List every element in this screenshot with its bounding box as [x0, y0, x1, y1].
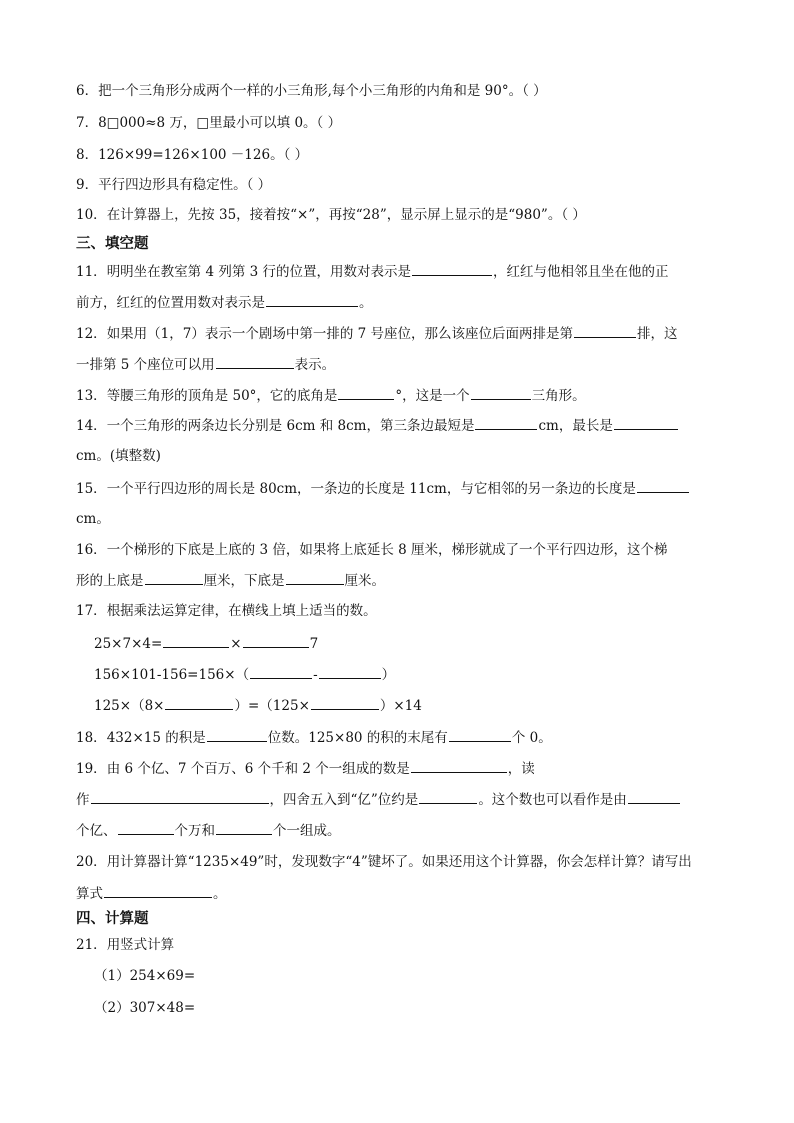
question-15-cont [76, 509, 110, 529]
question-text: 。 [213, 886, 227, 902]
question-text: ，读 [507, 761, 535, 777]
expression-text: 25×7×4= [94, 636, 163, 652]
question-14-cont [76, 446, 161, 466]
question-text: cm。 [76, 511, 110, 527]
question-text: °，这是一个 [395, 388, 470, 404]
question-21-part-2: （2）307×48= [94, 1000, 196, 1016]
question-20-cont [76, 883, 227, 904]
answer-blank[interactable] [419, 789, 477, 804]
question-text: ，四舍五入到“亿”位约是 [269, 792, 419, 808]
answer-blank[interactable] [243, 633, 309, 648]
question-17-line-2 [94, 664, 395, 685]
question-number: 8． [76, 147, 99, 163]
question-text: 在计算器上，先按 35，接着按“×”，再按“28”，显示屏上显示的是“980”。（ ） [106, 207, 586, 223]
expression-text: ）=（125× [234, 698, 310, 714]
answer-blank[interactable] [311, 695, 379, 710]
answer-blank[interactable] [449, 727, 511, 742]
answer-blank[interactable] [145, 570, 203, 585]
question-16 [76, 540, 668, 560]
question-text: 432×15 的积是 [106, 730, 206, 746]
question-text: 由 6 个亿、7 个百万、6 个千和 2 个一组成的数是 [106, 761, 410, 777]
question-number: 21． [76, 937, 107, 953]
answer-blank[interactable] [118, 820, 174, 835]
question-number: 14． [76, 418, 107, 434]
answer-blank[interactable] [91, 789, 269, 804]
question-text: 8□000≈8 万，□里最小可以填 0。（ ） [98, 115, 342, 131]
question-text: 一个三角形的两条边长分别是 6cm 和 8cm，第三条边最短是 [106, 418, 475, 434]
answer-blank[interactable] [216, 820, 272, 835]
question-number: 10． [76, 207, 107, 223]
question-text: 把一个三角形分成两个一样的小三角形,每个小三角形的内角和是 90°。（ ） [98, 83, 547, 99]
answer-blank[interactable] [104, 883, 212, 898]
question-text: 等腰三角形的顶角是 50°，它的底角是 [106, 388, 338, 404]
question-number: 20． [76, 854, 107, 870]
expression-text: - [313, 667, 318, 683]
section-heading-calculation: 四、计算题 [76, 911, 149, 927]
question-text: 形的上底是 [76, 573, 144, 589]
question-19 [76, 758, 535, 779]
question-text: 位数。125×80 的积的末尾有 [267, 730, 448, 746]
question-15 [76, 478, 690, 499]
question-text: 如果用（1，7）表示一个剧场中第一排的 7 号座位，那么该座位后面两排是第 [106, 326, 574, 342]
question-number: 6． [76, 83, 99, 99]
question-number: 7． [76, 115, 99, 131]
answer-blank[interactable] [574, 323, 636, 338]
question-text: 用竖式计算 [106, 937, 175, 953]
expression-text: 7 [309, 636, 319, 652]
answer-blank[interactable] [411, 758, 507, 773]
question-number: 19． [76, 761, 107, 777]
question-text: ，红红与他相邻且坐在他的正 [493, 264, 669, 280]
expression-text: 125×（8× [94, 698, 165, 714]
question-text: 明明坐在教室第 4 列第 3 行的位置，用数对表示是 [106, 264, 412, 280]
question-text: 作 [76, 792, 90, 808]
question-number: 18． [76, 730, 107, 746]
question-14 [76, 415, 679, 436]
question-text: 平行四边形具有稳定性。（ ） [98, 177, 272, 193]
question-text: 表示。 [294, 357, 336, 373]
question-10 [76, 205, 586, 225]
question-text: 个万和 [174, 823, 215, 839]
question-text: 厘米，下底是 [203, 573, 285, 589]
expression-text: ）×14 [379, 698, 422, 714]
question-text: 126×99=126×100 －126。（ ） [98, 147, 309, 163]
question-21-part-1: （1）254×69= [94, 968, 196, 984]
question-number: 16． [76, 542, 107, 558]
question-17-line-3 [94, 695, 422, 716]
question-number: 17． [76, 603, 107, 619]
question-11-cont [76, 292, 373, 313]
question-21 [76, 935, 174, 955]
question-number: 15． [76, 481, 107, 497]
section-heading-fill-blank: 三、填空题 [76, 236, 149, 252]
question-8 [76, 145, 308, 165]
question-text: 一排第 5 个座位可以用 [76, 357, 215, 373]
answer-blank[interactable] [286, 570, 344, 585]
question-12 [76, 323, 678, 344]
question-text: 厘米。 [344, 573, 385, 589]
question-19-cont-2 [76, 820, 341, 841]
answer-blank[interactable] [163, 633, 229, 648]
question-text: cm，最长是 [538, 418, 613, 434]
question-text: 用计算器计算“1235×49”时，发现数字“4”键坏了。如果还用这个计算器，你会怎样计算？请写出 [106, 854, 692, 870]
question-13 [76, 385, 586, 406]
question-text: 个 0。 [511, 730, 552, 746]
answer-blank[interactable] [628, 789, 680, 804]
question-text: 。 [359, 295, 373, 311]
answer-blank[interactable] [338, 385, 394, 400]
question-text: 前方，红红的位置用数对表示是 [76, 295, 265, 311]
expression-text: 156×101-156=156×（ [94, 667, 250, 683]
answer-blank[interactable] [319, 664, 381, 679]
question-6 [76, 81, 547, 101]
question-9 [76, 175, 271, 195]
question-text: 排，这 [637, 326, 678, 342]
question-text: 个亿、 [76, 823, 117, 839]
question-text: 个一组成。 [273, 823, 341, 839]
answer-blank[interactable] [165, 695, 233, 710]
question-text: 三角形。 [531, 388, 586, 404]
answer-blank[interactable] [207, 727, 267, 742]
answer-blank[interactable] [614, 415, 678, 430]
question-number: 9． [76, 177, 99, 193]
answer-blank[interactable] [216, 354, 294, 369]
expression-text: ） [381, 667, 396, 683]
answer-blank[interactable] [637, 478, 689, 493]
answer-blank[interactable] [412, 261, 492, 276]
question-7 [76, 113, 341, 133]
question-text: 一个梯形的下底是上底的 3 倍，如果将上底延长 8 厘米，梯形就成了一个平行四边形，这个梯 [106, 542, 668, 558]
question-18 [76, 727, 552, 748]
question-text: cm。(填整数) [76, 448, 161, 464]
question-17-line-1 [94, 633, 318, 654]
question-number: 11． [76, 264, 107, 280]
question-text: 根据乘法运算定律，在横线上填上适当的数。 [106, 603, 377, 619]
question-19-cont [76, 789, 681, 810]
question-20 [76, 852, 692, 872]
question-number: 12． [76, 326, 107, 342]
question-11 [76, 261, 669, 282]
answer-blank[interactable] [475, 415, 537, 430]
question-text: 算式 [76, 886, 103, 902]
question-text: 。这个数也可以看作是由 [478, 792, 627, 808]
question-number: 13． [76, 388, 107, 404]
question-12-cont [76, 354, 335, 375]
expression-text: × [230, 636, 242, 652]
answer-blank[interactable] [471, 385, 531, 400]
answer-blank[interactable] [266, 292, 358, 307]
question-16-cont [76, 570, 385, 591]
answer-blank[interactable] [250, 664, 312, 679]
question-text: 一个平行四边形的周长是 80cm，一条边的长度是 11cm，与它相邻的另一条边的长度是 [106, 481, 636, 497]
question-17 [76, 601, 377, 621]
